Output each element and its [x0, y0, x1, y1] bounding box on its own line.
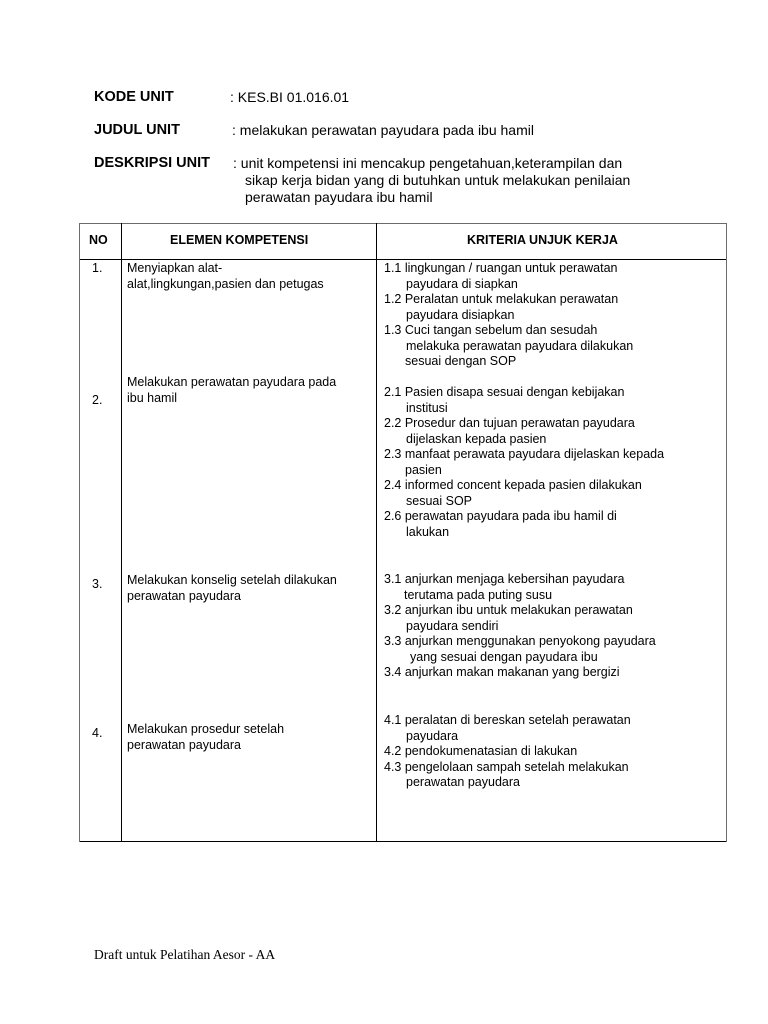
kriteria-line: payudara sendiri [406, 618, 499, 633]
row-3-elemen [127, 573, 372, 604]
kriteria-line: 2.3 manfaat perawata payudara dijelaskan kepada [384, 447, 665, 461]
elemen-line: perawatan payudara [127, 737, 241, 752]
table-border-left [79, 223, 80, 842]
kriteria-line: yang sesuai dengan payudara ibu [410, 649, 598, 664]
table-border-right [726, 223, 727, 842]
kriteria-line: pasien [405, 462, 442, 477]
kode-unit-label: KODE UNIT [94, 89, 174, 105]
deskripsi-line: : unit kompetensi ini mencakup pengetahuan,keterampilan dan [233, 155, 623, 171]
column-header-elemen: ELEMEN KOMPETENSI [170, 233, 309, 247]
kriteria-line: lakukan [406, 524, 450, 539]
kriteria-line: dijelaskan kepada pasien [406, 431, 547, 446]
deskripsi-line: sikap kerja bidan yang di butuhkan untuk melakukan penilaian [245, 172, 631, 188]
elemen-line: Melakukan konselig setelah dilakukan [127, 573, 337, 587]
kriteria-line: terutama pada puting susu [404, 587, 553, 602]
judul-unit-value: : melakukan perawatan payudara pada ibu hamil [232, 122, 534, 138]
table-border-bottom [79, 841, 727, 842]
kriteria-line: 3.1 anjurkan menjaga kebersihan payudara [384, 572, 625, 586]
kriteria-line: perawatan payudara [406, 775, 520, 789]
footer-note: Draft untuk Pelatihan Aesor - AA [94, 947, 276, 962]
kriteria-line: 4.3 pengelolaan sampah setelah melakukan [384, 759, 629, 774]
row-4-elemen [127, 722, 372, 753]
row-2-no: 2. [92, 393, 103, 407]
row-1-no: 1. [92, 261, 103, 275]
kode-unit-value: : KES.BI 01.016.01 [230, 89, 350, 105]
row-1-kriteria [384, 261, 724, 370]
table-divider-no [121, 223, 122, 842]
table-border-header [79, 259, 727, 260]
kriteria-line: 2.4 informed concent kepada pasien dilakukan [384, 478, 642, 492]
kriteria-line: payudara disiapkan [406, 307, 515, 322]
table-border-top [79, 223, 727, 224]
deskripsi-unit-value [233, 155, 630, 206]
kriteria-line: 2.6 perawatan payudara pada ibu hamil di [384, 509, 617, 523]
table-divider-elemen [376, 223, 377, 842]
row-2-elemen [127, 375, 372, 406]
elemen-line: perawatan payudara [127, 588, 241, 603]
kriteria-line: 2.2 Prosedur dan tujuan perawatan payudara [384, 416, 635, 430]
kriteria-line: 4.1 peralatan di bereskan setelah perawatan [384, 713, 631, 727]
row-2-kriteria [384, 385, 724, 540]
row-1-elemen [127, 261, 372, 292]
column-header-kriteria: KRITERIA UNJUK KERJA [467, 233, 618, 247]
elemen-line: Melakukan prosedur setelah [127, 722, 285, 736]
kriteria-line: 1.3 Cuci tangan sebelum dan sesudah [384, 323, 598, 337]
kriteria-line: payudara [406, 728, 459, 743]
elemen-line: Menyiapkan alat- [127, 261, 223, 275]
kriteria-line: sesuai SOP [406, 493, 473, 508]
deskripsi-line: perawatan payudara ibu hamil [245, 189, 433, 205]
kriteria-line: 2.1 Pasien disapa sesuai dengan kebijakan [384, 385, 625, 399]
kriteria-line: 3.2 anjurkan ibu untuk melakukan perawatan [384, 603, 633, 617]
row-3-kriteria [384, 572, 724, 681]
elemen-line: alat,lingkungan,pasien dan petugas [127, 276, 324, 291]
kriteria-line: 3.4 anjurkan makan makanan yang bergizi [384, 665, 620, 679]
column-header-no: NO [89, 233, 108, 247]
kriteria-line: 1.1 lingkungan / ruangan untuk perawatan [384, 261, 618, 275]
kriteria-line: 1.2 Peralatan untuk melakukan perawatan [384, 292, 619, 306]
row-3-no: 3. [92, 577, 103, 591]
kriteria-line: melakuka perawatan payudara dilakukan [406, 338, 634, 353]
elemen-line: ibu hamil [127, 390, 178, 405]
kriteria-line: 3.3 anjurkan menggunakan penyokong payudara [384, 634, 656, 648]
kriteria-line: 4.2 pendokumenatasian di lakukan [384, 744, 578, 758]
judul-unit-label: JUDUL UNIT [94, 122, 180, 138]
row-4-no: 4. [92, 726, 103, 740]
kriteria-line: institusi [406, 400, 448, 415]
kriteria-line: payudara di siapkan [406, 276, 518, 291]
kriteria-line: sesuai dengan SOP [405, 354, 517, 368]
deskripsi-unit-label: DESKRIPSI UNIT [94, 155, 211, 171]
elemen-line: Melakukan perawatan payudara pada [127, 375, 337, 389]
row-4-kriteria [384, 713, 724, 791]
